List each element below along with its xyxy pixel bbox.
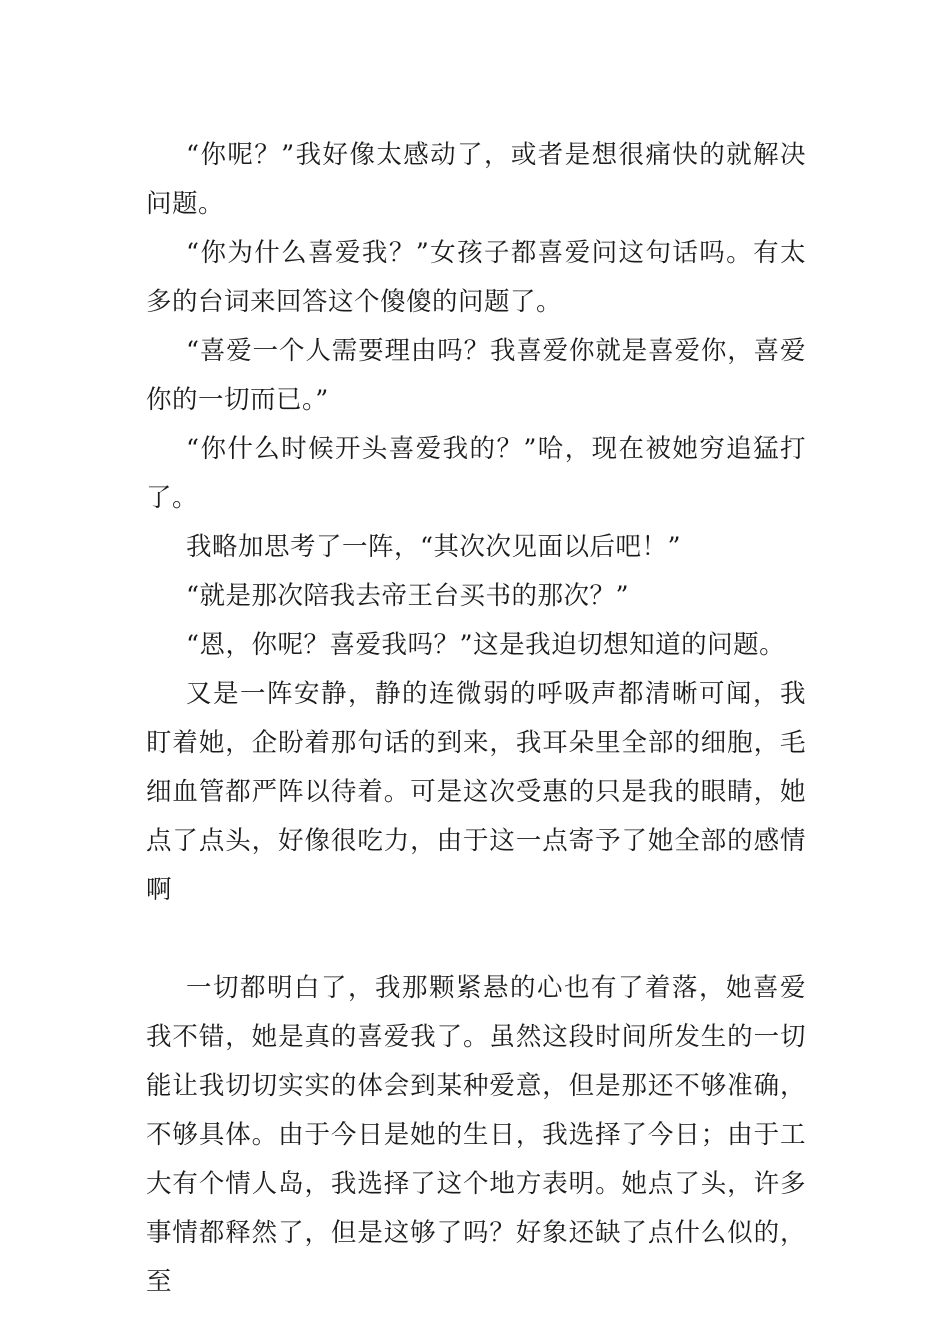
paragraph-4: “你什么时候开头喜爱我的？”哈，现在被她穷追猛打了。 (146, 434, 806, 513)
paragraph-1: “你呢？”我好像太感动了，或者是想很痛快的就解决问题。 (146, 140, 806, 219)
paragraph-8: 又是一阵安静，静的连微弱的呼吸声都清晰可闻，我盯着她，企盼着那句话的到来，我耳朵里全部的细胞，毛细血管都严阵以待着。可是这次受惠的只是我的眼睛，她点了点头，好像很吃力，由于这一点寄予了她全部的感情啊 (146, 679, 806, 905)
paragraph-5: 我略加思考了一阵，“其次次见面以后吧！” (186, 532, 682, 562)
paragraph-6: “就是那次陪我去帝王台买书的那次？” (186, 581, 630, 611)
paragraph-7: “恩，你呢？喜爱我吗？”这是我迫切想知道的问题。 (186, 630, 786, 660)
body-text (146, 131, 806, 1307)
paragraph-gap (146, 915, 806, 964)
paragraph-9: 一切都明白了，我那颗紧悬的心也有了着落，她喜爱我不错，她是真的喜爱我了。虽然这段时间所发生的一切能让我切切实实的体会到某种爱意，但是那还不够准确，不够具体。由于今日是她的生日，我选择了今日；由于工大有个情人岛，我选择了这个地方表明。她点了头，许多事情都释然了，但是这够了吗？好象还缺了点什么似的，至 (146, 973, 806, 1297)
paragraph-2: “你为什么喜爱我？”女孩子都喜爱问这句话吗。有太多的台词来回答这个傻傻的问题了。 (146, 238, 806, 317)
paragraph-3: “喜爱一个人需要理由吗？我喜爱你就是喜爱你，喜爱你的一切而已。” (146, 336, 806, 415)
